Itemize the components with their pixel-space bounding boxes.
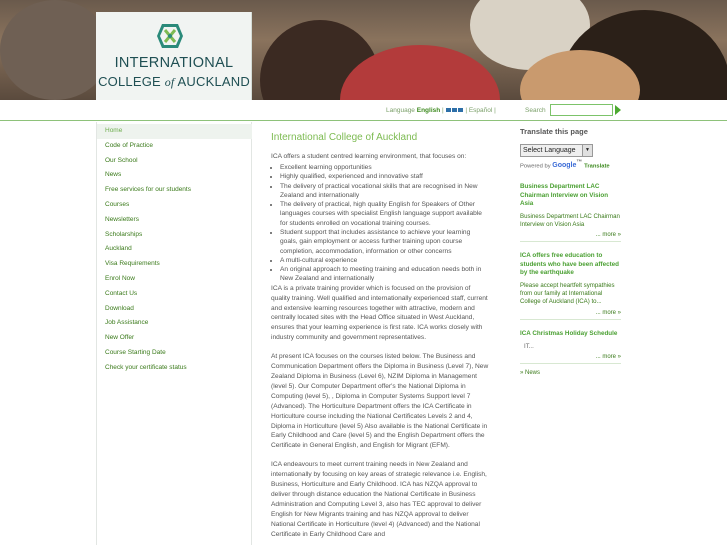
- logo-text-auckland: AUCKLAND: [174, 74, 250, 89]
- google-logo-text: Google: [552, 162, 577, 170]
- list-item: • Highly qualified, experienced and innovative staff: [280, 172, 489, 181]
- nav-item-free-services[interactable]: Free services for our students: [105, 186, 191, 194]
- news-item: [520, 183, 621, 242]
- divider: [520, 319, 621, 320]
- news-body[interactable]: Business Department LAC Chairman Interview on Vision Asia: [520, 213, 620, 229]
- news-more-link[interactable]: ... more »: [595, 232, 621, 239]
- body-paragraph: ICA endeavours to meet current training needs in New Zealand and internationally by focusing on key areas of strategic relevance i.e. English, Business, Horticulture and Early Childhood. ICA has NZQA approval to deliver through distance education the National Certificate in Business Administration and Computing Level 3, also has TEC approval to deliver English for New Migrants training and has NZQA approval to deliver National Certificate in Horticulture (level 4) (Advanced) and the National Certificate in Early Childhood Care and: [271, 461, 487, 538]
- search-go-arrow-icon[interactable]: [615, 105, 621, 115]
- language-flag-icon[interactable]: [446, 107, 464, 114]
- nav-item-courses[interactable]: Courses: [105, 200, 130, 208]
- main-content: [271, 132, 489, 540]
- powered-by-google: [520, 160, 621, 169]
- language-espanol-link[interactable]: Español: [468, 107, 493, 114]
- list-item: • An original approach to meeting training and education needs both in New Zealand and internationally: [280, 265, 489, 284]
- banner-photo-shape: [0, 0, 110, 100]
- nav-item-course-starting-date[interactable]: Course Starting Date: [105, 348, 166, 356]
- language-separator: |: [463, 107, 469, 114]
- language-label: Language: [386, 107, 415, 114]
- logo-text-of: of: [164, 75, 175, 89]
- powered-by-label: Powered by: [520, 163, 551, 170]
- search-label: Search: [525, 107, 546, 114]
- language-select[interactable]: [520, 144, 593, 157]
- logo-text-college: COLLEGE: [98, 74, 165, 89]
- nav-item-newsletters[interactable]: Newsletters: [105, 215, 139, 223]
- nav-item-code-of-practice[interactable]: Code of Practice: [105, 141, 154, 149]
- news-body: IT...: [524, 342, 534, 350]
- translate-heading: Translate this page: [520, 127, 588, 136]
- nav-item-our-school[interactable]: Our School: [105, 156, 138, 164]
- nav-item-scholarships[interactable]: Scholarships: [105, 230, 143, 238]
- header-banner: [0, 0, 727, 100]
- google-logo: [552, 162, 584, 169]
- list-item: • Excellent learning opportunities: [280, 163, 489, 172]
- nav-item-auckland[interactable]: Auckland: [105, 245, 132, 253]
- divider: [520, 363, 621, 364]
- nav-item-news[interactable]: News: [105, 171, 122, 179]
- logo-text-line2: [96, 74, 252, 90]
- features-list: [271, 163, 489, 284]
- news-more-link[interactable]: ... more »: [595, 309, 621, 316]
- nav-item-job-assistance[interactable]: Job Assistance: [105, 319, 149, 327]
- logo[interactable]: [96, 12, 252, 100]
- news-body[interactable]: Please accept heartfelt sympathies from our family at International College of Auckland (ICA) to...: [520, 282, 615, 306]
- search-input[interactable]: [550, 104, 613, 116]
- nav-item-check-certificate[interactable]: Check your certificate status: [105, 363, 187, 371]
- language-separator: |: [492, 107, 496, 114]
- all-news-link[interactable]: » News: [520, 369, 541, 376]
- news-item: [520, 330, 621, 364]
- news-title[interactable]: Business Department LAC Chairman Interview on Vision Asia: [520, 183, 609, 207]
- language-english-link[interactable]: English: [416, 107, 441, 114]
- language-separator: |: [440, 107, 446, 114]
- divider: [520, 241, 621, 242]
- right-sidebar: [520, 127, 621, 376]
- news-more-link[interactable]: ... more »: [595, 353, 621, 360]
- list-item: • Student support that includes assistance to achieve your learning goals, gain employment or access further training upon course completion, accommodation, information or other concerns: [280, 228, 489, 256]
- nav-item-download[interactable]: Download: [105, 304, 134, 312]
- list-item: • The delivery of practical vocational skills that are recognised in New Zealand and internationally: [280, 182, 489, 201]
- google-trademark: ™: [576, 160, 583, 166]
- nav-item-home[interactable]: Home: [97, 124, 252, 139]
- news-item: [520, 252, 621, 319]
- nav-item-contact-us[interactable]: Contact Us: [105, 289, 138, 297]
- nav-item-visa-requirements[interactable]: Visa Requirements: [105, 260, 160, 268]
- intro-paragraph: ICA offers a student centred learning environment, that focuses on:: [271, 153, 467, 160]
- language-select-value: Select Language: [523, 147, 576, 154]
- dropdown-arrow-icon[interactable]: ▼: [582, 145, 592, 156]
- college-emblem-icon: [157, 24, 183, 48]
- nav-item-enrol-now[interactable]: Enrol Now: [105, 274, 135, 282]
- logo-text-line1: INTERNATIONAL: [114, 55, 234, 71]
- list-item: • A multi-cultural experience: [280, 256, 489, 265]
- language-switcher: [386, 107, 496, 114]
- page-title: International College of Auckland: [271, 132, 418, 143]
- news-title[interactable]: ICA offers free education to students who have been affected by the earthquake: [520, 252, 620, 276]
- nav-item-new-offer[interactable]: New Offer: [105, 334, 135, 342]
- google-translate-link[interactable]: Translate: [584, 163, 610, 170]
- main-navigation: [97, 124, 252, 376]
- body-paragraph: At present ICA focuses on the courses listed below. The Business and Communication Department offers the Diploma in Business (Level 7), New Zealand Diploma in Business (Level 6), NZIM Diploma in Management (level 5). Our Computer Department offer's the National Diploma in Computing (level 5), , Diploma in Computer Systems Support level 7 (Advanced). The Horticulture Department offers the ICA Certificate in Horticulture course including the National Certificates Levels 2 and 4, Diploma in Horticulture (level 5) Also available is the National Certificate in Early Childhood and Care (level 5) and the English Department offers the Certificate in General English, and English for Migrant (EFM).: [271, 353, 489, 450]
- news-title[interactable]: ICA Christmas Holiday Schedule: [520, 329, 618, 337]
- body-paragraph: ICA is a private training provider which is focused on the provision of quality training. Well qualified and internationally experienced staff, current and extensive learning resources together with attractive, modern and centrally located sites with the Head Office situated in West Auckland, ensures that your learning experience is first rate. ICA works closely with industry community and government representatives.: [271, 284, 488, 342]
- list-item: • The delivery of practical, high quality English for Speakers of Other languages courses with specialist English language support available for students enrolled on vocational training courses.: [280, 200, 489, 228]
